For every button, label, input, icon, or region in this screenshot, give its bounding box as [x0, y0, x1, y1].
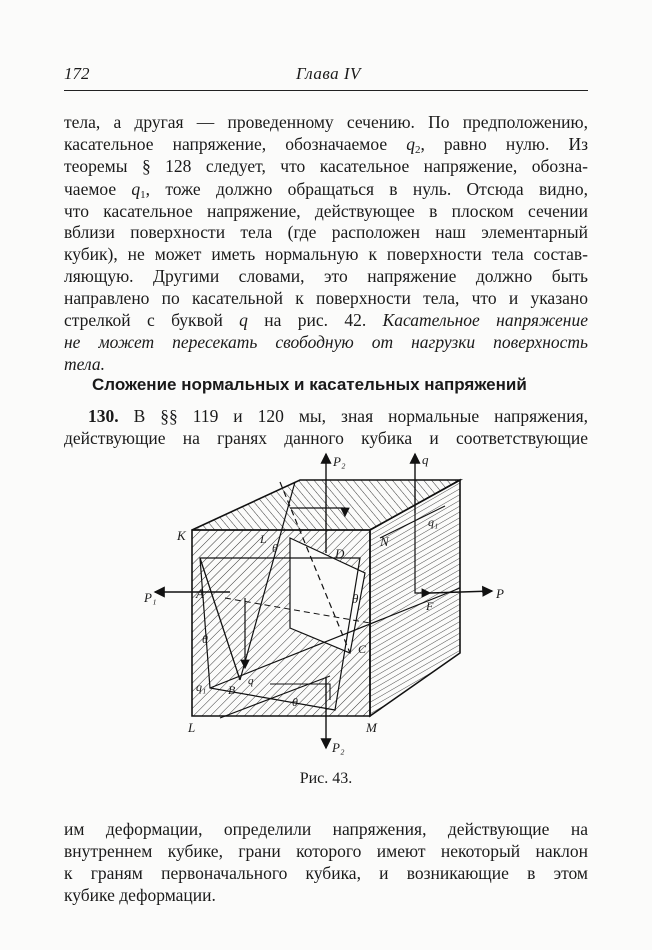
- text-span: , тоже должно обращаться в нуль. Отсюда видно,: [145, 179, 588, 199]
- text-line: тела.: [64, 354, 105, 374]
- chapter-title: Глава IV: [296, 64, 361, 83]
- label-n: N: [380, 534, 389, 549]
- symbol-q: q: [239, 310, 248, 330]
- text-line: действующие на гранях данного кубика и соответствующие: [64, 428, 588, 448]
- text-span: стрелкой с буквой: [64, 310, 240, 330]
- label-l-upper: L: [260, 532, 267, 546]
- label-k: K: [177, 528, 186, 543]
- label-p2-bottom: P₂: [332, 740, 345, 755]
- symbol-q: q: [406, 134, 415, 154]
- text-line: не может пересекать свободную от нагрузки поверхность: [64, 332, 588, 352]
- text-line: что касательное напряжение, действующее в плоском сечении: [64, 201, 588, 221]
- text-line: вблизи поверхности тела (где расположен наш элементарный: [64, 222, 588, 242]
- text-span: чаемое: [64, 179, 132, 199]
- label-q-top: q: [422, 452, 429, 467]
- section-number: 130.: [88, 406, 119, 426]
- page-header: [64, 64, 588, 88]
- page-number: 172: [64, 64, 90, 83]
- section-heading: Сложение нормальных и касательных напряжений: [92, 375, 527, 394]
- label-theta: θ: [202, 632, 208, 646]
- text-line: [64, 178, 588, 200]
- text-line: теоремы § 128 следует, что касательное напряжение, обозна-: [64, 156, 588, 176]
- label-q1-right: q₁: [428, 515, 439, 529]
- text-line: [64, 309, 588, 331]
- subscript: 2: [414, 144, 421, 156]
- text-line: им деформации, определили напряжения, действующие на: [64, 819, 588, 839]
- figure-caption: Рис. 43.: [299, 770, 353, 787]
- text-line: кубике деформации.: [64, 885, 216, 905]
- text-line: к граням первоначального кубика, и возникающие в этом: [64, 863, 588, 883]
- label-q1-left: q₁: [196, 680, 207, 694]
- label-a: A: [196, 586, 204, 601]
- label-theta: θ: [292, 695, 298, 709]
- text-span: В §§ 119 и 120 мы, зная нормальные напряжения,: [118, 406, 588, 426]
- text-line: тела, а другая — проведенному сечению. По предположению,: [64, 112, 588, 132]
- label-m: M: [366, 720, 377, 735]
- text-line: внутреннем кубике, грани которого имеют некоторый наклон: [64, 841, 588, 861]
- text-line: направлено по касательной к поверхности тела, что и указано: [64, 288, 588, 308]
- label-f: F: [426, 599, 434, 613]
- italic-span: Касательное напряжение: [382, 310, 588, 330]
- label-d: D: [335, 546, 345, 561]
- subscript: 1: [140, 189, 146, 201]
- text-line: кубик), не может иметь нормальную к поверхности тела состав-: [64, 244, 588, 264]
- label-c: C: [358, 642, 367, 656]
- label-l: L: [188, 720, 196, 735]
- label-b: B: [228, 683, 236, 697]
- label-q-small: q: [248, 675, 254, 687]
- label-theta: θ: [352, 591, 359, 606]
- text-span: на рис. 42.: [247, 310, 383, 330]
- label-p-right: P: [496, 586, 504, 601]
- label-p1: P₁: [144, 590, 157, 605]
- header-rule: [64, 90, 588, 91]
- text-span: , равно нулю. Из: [420, 134, 588, 154]
- text-line: [88, 405, 588, 427]
- figure-43: [130, 448, 530, 768]
- text-span: касательное напряжение, обозначаемое: [64, 134, 407, 154]
- cube-diagram: [130, 448, 530, 768]
- label-theta: θ: [272, 541, 278, 555]
- label-p2-top: P₂: [333, 454, 346, 469]
- symbol-q: q: [131, 179, 141, 199]
- text-line: [64, 133, 588, 155]
- text-line: ляющую. Другими словами, это напряжение должно быть: [64, 266, 588, 286]
